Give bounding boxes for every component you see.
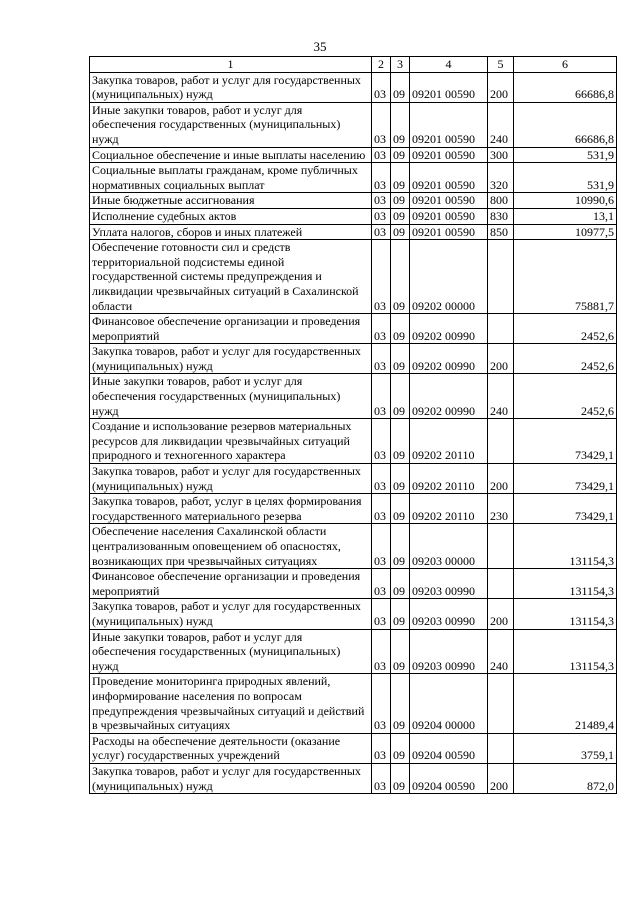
- row-amount: 21489,4: [514, 674, 617, 733]
- row-expense-type: 240: [488, 102, 514, 147]
- table-row: [90, 374, 617, 419]
- row-amount: 10990,6: [514, 193, 617, 209]
- row-name: Закупка товаров, работ, услуг в целях формирования государственного материального резерва: [90, 494, 372, 524]
- row-amount: 131154,3: [514, 629, 617, 674]
- row-expense-type: 200: [488, 464, 514, 494]
- row-expense-type: 320: [488, 163, 514, 193]
- row-section: 03: [372, 102, 391, 147]
- row-subsection: 09: [391, 344, 410, 374]
- row-section: 03: [372, 208, 391, 224]
- row-name: Расходы на обеспечение деятельности (оказание услуг) государственных учреждений: [90, 733, 372, 763]
- row-section: 03: [372, 240, 391, 314]
- row-expense-type: [488, 240, 514, 314]
- row-name: Исполнение судебных актов: [90, 208, 372, 224]
- row-name: Иные закупки товаров, работ и услуг для обеспечения государственных (муниципальных) нужд: [90, 374, 372, 419]
- row-expense-type: 850: [488, 224, 514, 240]
- row-subsection: 09: [391, 629, 410, 674]
- row-name: Закупка товаров, работ и услуг для государственных (муниципальных) нужд: [90, 464, 372, 494]
- table-row: [90, 163, 617, 193]
- row-target-code: 09202 00990: [410, 374, 488, 419]
- row-subsection: 09: [391, 569, 410, 599]
- row-target-code: 09201 00590: [410, 208, 488, 224]
- row-target-code: 09201 00590: [410, 193, 488, 209]
- row-section: 03: [372, 344, 391, 374]
- row-amount: 75881,7: [514, 240, 617, 314]
- row-expense-type: 800: [488, 193, 514, 209]
- row-section: 03: [372, 674, 391, 733]
- table-body: [90, 72, 617, 794]
- row-section: 03: [372, 599, 391, 629]
- row-section: 03: [372, 569, 391, 599]
- row-subsection: 09: [391, 224, 410, 240]
- row-amount: 3759,1: [514, 733, 617, 763]
- table-row: [90, 733, 617, 763]
- row-target-code: 09203 00990: [410, 629, 488, 674]
- row-name: Социальное обеспечение и иные выплаты населению: [90, 147, 372, 163]
- row-expense-type: 300: [488, 147, 514, 163]
- row-subsection: 09: [391, 763, 410, 793]
- row-amount: 2452,6: [514, 344, 617, 374]
- row-amount: 131154,3: [514, 569, 617, 599]
- row-expense-type: 200: [488, 763, 514, 793]
- header-col-2: 2: [372, 57, 391, 73]
- row-target-code: 09203 00990: [410, 569, 488, 599]
- table-row: [90, 494, 617, 524]
- row-target-code: 09202 00990: [410, 344, 488, 374]
- row-name: Закупка товаров, работ и услуг для государственных (муниципальных) нужд: [90, 72, 372, 102]
- table-row: [90, 599, 617, 629]
- row-subsection: 09: [391, 208, 410, 224]
- row-target-code: 09201 00590: [410, 147, 488, 163]
- row-name: Иные бюджетные ассигнования: [90, 193, 372, 209]
- table-header-row: [90, 57, 617, 73]
- row-subsection: 09: [391, 464, 410, 494]
- row-section: 03: [372, 193, 391, 209]
- row-subsection: 09: [391, 240, 410, 314]
- row-expense-type: 830: [488, 208, 514, 224]
- table-row: [90, 72, 617, 102]
- row-target-code: 09201 00590: [410, 163, 488, 193]
- row-subsection: 09: [391, 674, 410, 733]
- row-subsection: 09: [391, 599, 410, 629]
- header-col-1: 1: [90, 57, 372, 73]
- row-target-code: 09204 00000: [410, 674, 488, 733]
- row-target-code: 09202 20110: [410, 464, 488, 494]
- row-expense-type: [488, 314, 514, 344]
- row-section: 03: [372, 72, 391, 102]
- row-subsection: 09: [391, 374, 410, 419]
- row-name: Проведение мониторинга природных явлений, информирование населения по вопросам предупреждения чрезвычайных ситуаций и действий в чрезвычайных ситуациях: [90, 674, 372, 733]
- table-row: [90, 240, 617, 314]
- row-amount: 2452,6: [514, 374, 617, 419]
- row-section: 03: [372, 733, 391, 763]
- row-subsection: 09: [391, 419, 410, 464]
- row-expense-type: [488, 674, 514, 733]
- row-name: Закупка товаров, работ и услуг для государственных (муниципальных) нужд: [90, 763, 372, 793]
- row-section: 03: [372, 494, 391, 524]
- row-section: 03: [372, 224, 391, 240]
- row-section: 03: [372, 419, 391, 464]
- row-name: Финансовое обеспечение организации и проведения мероприятий: [90, 569, 372, 599]
- row-expense-type: [488, 419, 514, 464]
- row-subsection: 09: [391, 163, 410, 193]
- row-expense-type: [488, 569, 514, 599]
- row-expense-type: 240: [488, 629, 514, 674]
- row-subsection: 09: [391, 102, 410, 147]
- row-expense-type: [488, 733, 514, 763]
- row-section: 03: [372, 524, 391, 569]
- table-row: [90, 224, 617, 240]
- row-amount: 531,9: [514, 147, 617, 163]
- table-row: [90, 208, 617, 224]
- row-target-code: 09202 20110: [410, 494, 488, 524]
- row-expense-type: [488, 524, 514, 569]
- row-name: Финансовое обеспечение организации и проведения мероприятий: [90, 314, 372, 344]
- row-target-code: 09203 00990: [410, 599, 488, 629]
- row-subsection: 09: [391, 147, 410, 163]
- row-subsection: 09: [391, 72, 410, 102]
- row-section: 03: [372, 147, 391, 163]
- row-amount: 131154,3: [514, 599, 617, 629]
- row-amount: 531,9: [514, 163, 617, 193]
- table-row: [90, 102, 617, 147]
- table-row: [90, 193, 617, 209]
- row-amount: 73429,1: [514, 464, 617, 494]
- row-target-code: 09202 00000: [410, 240, 488, 314]
- row-section: 03: [372, 314, 391, 344]
- row-amount: 13,1: [514, 208, 617, 224]
- row-name: Социальные выплаты гражданам, кроме публичных нормативных социальных выплат: [90, 163, 372, 193]
- table-row: [90, 763, 617, 793]
- row-name: Иные закупки товаров, работ и услуг для обеспечения государственных (муниципальных) нужд: [90, 102, 372, 147]
- table-row: [90, 674, 617, 733]
- row-section: 03: [372, 464, 391, 494]
- table-row: [90, 629, 617, 674]
- row-expense-type: 200: [488, 344, 514, 374]
- table-row: [90, 419, 617, 464]
- header-col-6: 6: [514, 57, 617, 73]
- row-subsection: 09: [391, 193, 410, 209]
- row-section: 03: [372, 374, 391, 419]
- row-subsection: 09: [391, 314, 410, 344]
- row-name: Закупка товаров, работ и услуг для государственных (муниципальных) нужд: [90, 344, 372, 374]
- row-subsection: 09: [391, 733, 410, 763]
- table-row: [90, 524, 617, 569]
- table-row: [90, 314, 617, 344]
- header-col-3: 3: [391, 57, 410, 73]
- row-section: 03: [372, 763, 391, 793]
- budget-table: [89, 56, 617, 794]
- table-row: [90, 569, 617, 599]
- row-amount: 131154,3: [514, 524, 617, 569]
- row-name: Уплата налогов, сборов и иных платежей: [90, 224, 372, 240]
- row-subsection: 09: [391, 524, 410, 569]
- page-number: 35: [313, 39, 327, 54]
- row-amount: 66686,8: [514, 72, 617, 102]
- row-amount: 66686,8: [514, 102, 617, 147]
- row-target-code: 09201 00590: [410, 224, 488, 240]
- row-target-code: 09204 00590: [410, 733, 488, 763]
- table-row: [90, 147, 617, 163]
- row-target-code: 09201 00590: [410, 72, 488, 102]
- row-expense-type: 200: [488, 72, 514, 102]
- row-amount: 10977,5: [514, 224, 617, 240]
- row-amount: 2452,6: [514, 314, 617, 344]
- row-name: Иные закупки товаров, работ и услуг для обеспечения государственных (муниципальных) нужд: [90, 629, 372, 674]
- row-section: 03: [372, 163, 391, 193]
- row-name: Закупка товаров, работ и услуг для государственных (муниципальных) нужд: [90, 599, 372, 629]
- table-row: [90, 344, 617, 374]
- row-amount: 872,0: [514, 763, 617, 793]
- row-name: Создание и использование резервов материальных ресурсов для ликвидации чрезвычайных ситуаций природного и техногенного характера: [90, 419, 372, 464]
- row-amount: 73429,1: [514, 419, 617, 464]
- header-col-4: 4: [410, 57, 488, 73]
- row-target-code: 09201 00590: [410, 102, 488, 147]
- row-section: 03: [372, 629, 391, 674]
- row-target-code: 09204 00590: [410, 763, 488, 793]
- row-expense-type: 200: [488, 599, 514, 629]
- row-amount: 73429,1: [514, 494, 617, 524]
- header-col-5: 5: [488, 57, 514, 73]
- row-subsection: 09: [391, 494, 410, 524]
- row-target-code: 09202 20110: [410, 419, 488, 464]
- row-expense-type: 230: [488, 494, 514, 524]
- row-name: Обеспечение населения Сахалинской области централизованным оповещением об опасностях, возникающих при чрезвычайных ситуациях: [90, 524, 372, 569]
- row-expense-type: 240: [488, 374, 514, 419]
- row-target-code: 09203 00000: [410, 524, 488, 569]
- table-row: [90, 464, 617, 494]
- row-target-code: 09202 00990: [410, 314, 488, 344]
- row-name: Обеспечение готовности сил и средств территориальной подсистемы единой государственной системы предупреждения и ликвидации чрезвычайных ситуаций в Сахалинской области: [90, 240, 372, 314]
